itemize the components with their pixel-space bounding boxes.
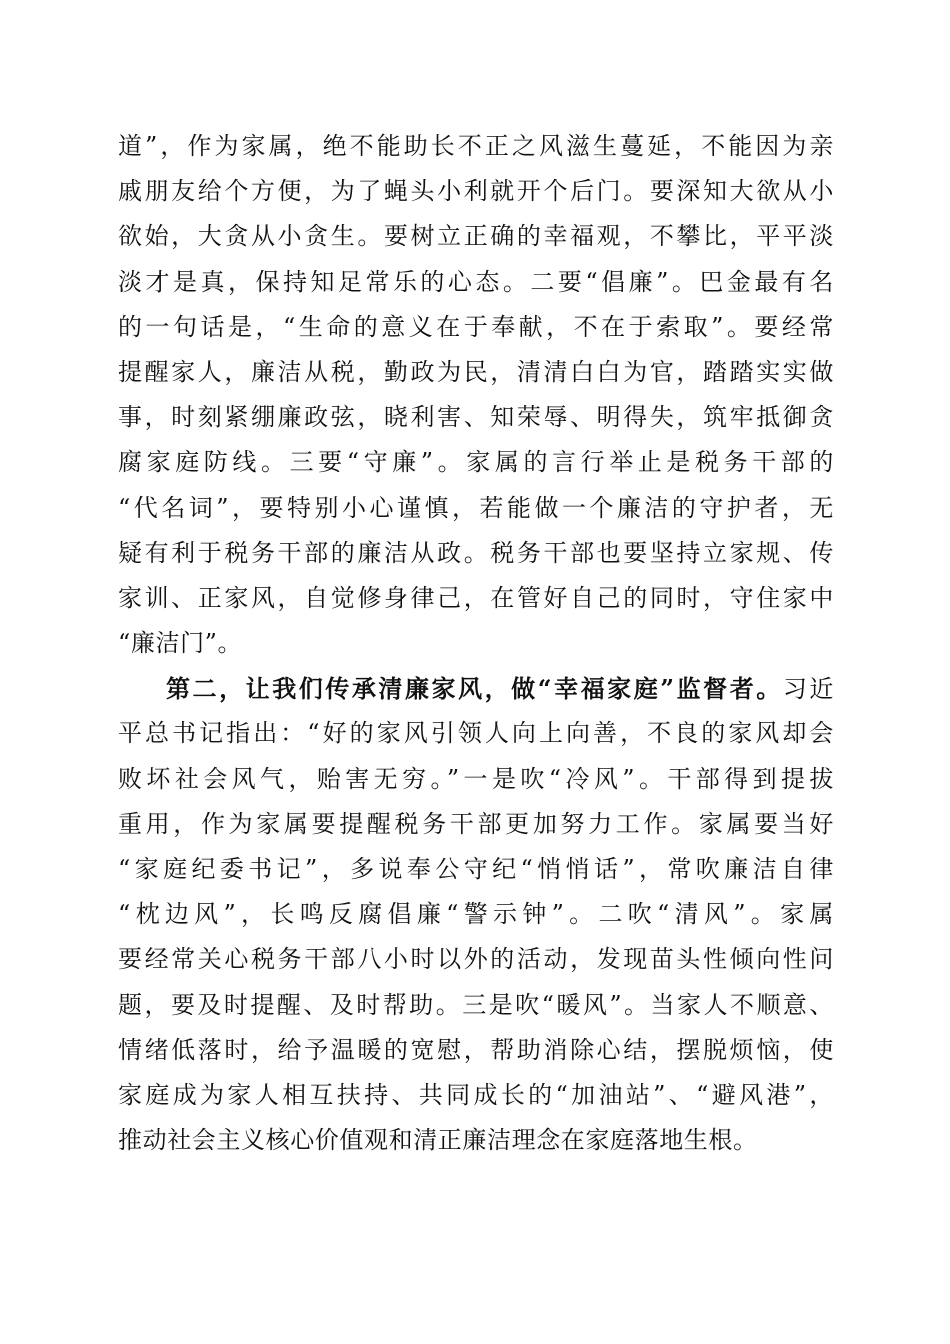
text-fragment: 习近 bbox=[782, 675, 834, 704]
text-line: 家庭成为家人相互扶持、共同成长的“加油站”、“避风港”， bbox=[118, 1080, 834, 1109]
text-line: 重用，作为家属要提醒税务干部更加努力工作。家属要当好 bbox=[118, 809, 834, 838]
text-line: “枕边风”，长鸣反腐倡廉“警示钟”。二吹“清风”。家属 bbox=[118, 900, 834, 929]
paragraph-2-first-line bbox=[118, 666, 834, 711]
paragraph-2 bbox=[118, 666, 834, 1163]
paragraph-1 bbox=[118, 124, 834, 666]
text-line: 疑有利于税务干部的廉洁从政。税务干部也要坚持立家规、传 bbox=[118, 538, 834, 567]
text-line: 败坏社会风气，贻害无穷。”一是吹“冷风”。干部得到提拔 bbox=[118, 764, 834, 793]
text-line: 提醒家人，廉洁从税，勤政为民，清清白白为官，踏踏实实做 bbox=[118, 357, 834, 386]
text-line: 情绪低落时，给予温暖的宽慰，帮助消除心结，摆脱烦恼，使 bbox=[118, 1035, 834, 1064]
text-line: 腐家庭防线。三要“守廉”。家属的言行举止是税务干部的 bbox=[118, 448, 834, 477]
text-line: 道”，作为家属，绝不能助长不正之风滋生蔓延，不能因为亲 bbox=[118, 132, 834, 160]
text-line: 题，要及时提醒、及时帮助。三是吹“暖风”。当家人不顺意、 bbox=[118, 990, 834, 1019]
text-line: 要经常关心税务干部八小时以外的活动，发现苗头性倾向性问 bbox=[118, 945, 834, 974]
paragraph-heading: 第二，让我们传承清廉家风，做“幸福家庭”监督者。 bbox=[166, 674, 783, 704]
body-text bbox=[118, 124, 834, 1163]
text-line: 戚朋友给个方便，为了蝇头小利就开个后门。要深知大欲从小 bbox=[118, 177, 834, 206]
text-line: 淡才是真，保持知足常乐的心态。二要“倡廉”。巴金最有名 bbox=[118, 267, 834, 296]
text-line: 的一句话是，“生命的意义在于奉献，不在于索取”。要经常 bbox=[118, 312, 834, 341]
text-line: 事，时刻紧绷廉政弦，晓利害、知荣辱、明得失，筑牢抵御贪 bbox=[118, 403, 834, 432]
text-line: “家庭纪委书记”，多说奉公守纪“悄悄话”，常吹廉洁自律 bbox=[118, 855, 834, 883]
text-line: 欲始，大贪从小贪生。要树立正确的幸福观，不攀比，平平淡 bbox=[118, 222, 834, 251]
text-line: “廉洁门”。 bbox=[118, 629, 243, 658]
text-line: “代名词”，要特别小心谨慎，若能做一个廉洁的守护者，无 bbox=[118, 493, 834, 522]
text-line: 平总书记指出：“好的家风引领人向上向善，不良的家风却会 bbox=[118, 719, 834, 748]
text-line: 推动社会主义核心价值观和清正廉洁理念在家庭落地生根。 bbox=[118, 1126, 758, 1155]
text-line: 家训、正家风，自觉修身律己，在管好自己的同时，守住家中 bbox=[118, 583, 834, 612]
